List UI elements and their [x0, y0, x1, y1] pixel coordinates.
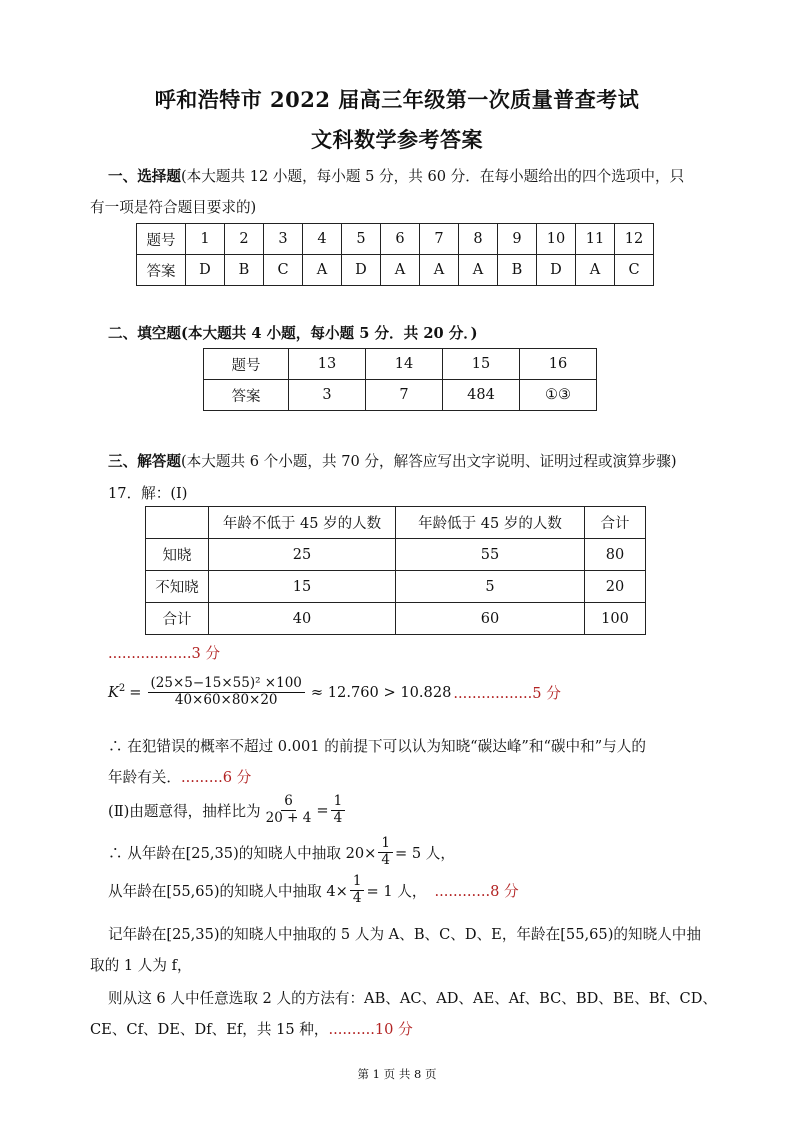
table-cell: 1 — [186, 224, 225, 255]
sample-line-a — [108, 836, 455, 868]
table-cell: 7 — [366, 380, 443, 411]
sample-a-fraction — [378, 836, 393, 868]
sample-b-result: = 1 人， — [366, 882, 427, 900]
k2-fraction — [148, 676, 305, 708]
section1-header — [108, 165, 684, 186]
table-row — [146, 507, 646, 539]
table-cell: 5 — [342, 224, 381, 255]
ratio-fraction-1 — [263, 794, 315, 826]
table-cell: 知晓 — [146, 539, 209, 571]
row-label: 答案 — [137, 255, 186, 286]
k2-result: ≈ 12.760 > 10.828 — [310, 683, 452, 701]
ratio-numerator: 1 — [331, 794, 346, 811]
table-cell: 15 — [209, 571, 396, 603]
ratio-equals: = — [316, 801, 329, 819]
table-cell: 8 — [459, 224, 498, 255]
k2-numerator: (25×5−15×55)² ×100 — [148, 676, 305, 693]
row-label: 答案 — [204, 380, 289, 411]
table-cell: 5 — [396, 571, 585, 603]
score-3: ..................3 分 — [108, 645, 221, 662]
table-cell: 12 — [615, 224, 654, 255]
table-cell: 484 — [443, 380, 520, 411]
table-cell: A — [576, 255, 615, 286]
pairs-text: CE、Cf、DE、Df、Ef，共 15 种， — [90, 1021, 329, 1038]
table-cell: 4 — [303, 224, 342, 255]
k2-letter: K — [108, 683, 119, 701]
table-cell: D — [186, 255, 225, 286]
q17-intro: 17．解：(Ⅰ) — [108, 485, 188, 502]
table-cell: 7 — [420, 224, 459, 255]
section2-desc: (本大题共 4 小题，每小题 5 分．共 20 分．) — [180, 325, 478, 342]
table-header-cell: 年龄低于 45 岁的人数 — [396, 507, 585, 539]
table-cell: C — [264, 255, 303, 286]
table-cell: 100 — [585, 603, 646, 635]
fraction-denominator: 4 — [381, 851, 390, 868]
table-row — [146, 603, 646, 635]
section1-desc-cont: 有一项是符合题目要求的) — [90, 199, 257, 216]
table-cell: 3 — [264, 224, 303, 255]
table-row — [137, 224, 654, 255]
ratio-fraction-2 — [331, 794, 346, 826]
k2-equals: = — [129, 683, 142, 701]
table-cell: 3 — [289, 380, 366, 411]
section3-desc: (本大题共 6 个小题，共 70 分，解答应写出文字说明、证明过程或演算步骤) — [180, 453, 677, 470]
table-row — [204, 380, 597, 411]
fraction-numerator: 1 — [378, 836, 393, 853]
conclusion-line: ∴ 在犯错误的概率不超过 0.001 的前提下可以认为知晓“碳达峰”和“碳中和”与人的 — [108, 738, 646, 755]
table-cell: A — [381, 255, 420, 286]
table-cell: 55 — [396, 539, 585, 571]
pairs-line-2 — [90, 1018, 413, 1039]
sample-a-result: = 5 人， — [394, 844, 455, 862]
score-8: ............8 分 — [434, 882, 519, 900]
section2-heading: 二、填空题 — [108, 325, 181, 342]
record-line-1: 记年龄在[25,35)的知晓人中抽取的 5 人为 A、B、C、D、E，年龄在[55,65)的知晓人中抽 — [108, 926, 701, 943]
sub-title: 文科数学参考答案 — [311, 127, 483, 152]
table-header-cell: 年龄不低于 45 岁的人数 — [209, 507, 396, 539]
section3-heading: 三、解答题 — [108, 453, 181, 470]
table-header-cell: 合计 — [585, 507, 646, 539]
sample-line-b — [108, 874, 519, 906]
fraction-numerator: 1 — [350, 874, 365, 891]
table-cell: C — [615, 255, 654, 286]
table-cell: 25 — [209, 539, 396, 571]
table-cell: ①③ — [520, 380, 597, 411]
section3-header — [108, 450, 677, 471]
conclusion-line-2 — [108, 766, 251, 787]
table-cell: 14 — [366, 349, 443, 380]
table-cell: 80 — [585, 539, 646, 571]
table-cell: A — [420, 255, 459, 286]
fraction-denominator: 4 — [352, 889, 362, 906]
table-cell: 不知晓 — [146, 571, 209, 603]
table-row — [146, 571, 646, 603]
table-cell: D — [342, 255, 381, 286]
contingency-table — [145, 506, 646, 635]
table-cell: A — [303, 255, 342, 286]
score-6: .........6 分 — [180, 769, 252, 786]
sample-b-fraction — [350, 874, 365, 906]
table-cell: D — [537, 255, 576, 286]
sample-a-text: ∴ 从年龄在[25,35)的知晓人中抽取 20× — [108, 844, 377, 862]
table-cell: B — [498, 255, 537, 286]
row-label: 题号 — [204, 349, 289, 380]
ratio-numerator: 6 — [281, 794, 296, 811]
page-footer: 第 1 页 共 8 页 — [357, 1067, 437, 1081]
k2-formula — [108, 676, 561, 708]
k2-exponent: 2 — [118, 683, 126, 695]
score-5: .................5 分 — [453, 684, 561, 702]
conclusion-text: 年龄有关． — [108, 769, 181, 786]
ratio-denominator: 20 + 4 — [265, 809, 312, 826]
table-cell: 9 — [498, 224, 537, 255]
table-row — [204, 349, 597, 380]
table-cell: 合计 — [146, 603, 209, 635]
section2-header — [108, 322, 478, 343]
table-cell: A — [459, 255, 498, 286]
score-10: ..........10 分 — [328, 1021, 413, 1038]
pairs-line-1: 则从这 6 人中任意选取 2 人的方法有：AB、AC、AD、AE、Af、BC、BD、BE、Bf、CD、 — [108, 990, 718, 1007]
table-cell: 60 — [396, 603, 585, 635]
table-row — [137, 255, 654, 286]
part2-text: (Ⅱ)由题意得，抽样比为 — [108, 802, 261, 820]
k2-symbol — [108, 683, 125, 701]
row-label: 题号 — [137, 224, 186, 255]
table-cell: 16 — [520, 349, 597, 380]
section1-heading: 一、选择题 — [108, 168, 181, 185]
table-cell: 2 — [225, 224, 264, 255]
choice-answer-table — [136, 223, 654, 286]
table-cell: B — [225, 255, 264, 286]
table-cell: 13 — [289, 349, 366, 380]
table-cell: 40 — [209, 603, 396, 635]
table-row — [146, 539, 646, 571]
section1-desc: (本大题共 12 小题，每小题 5 分，共 60 分．在每小题给出的四个选项中，只 — [180, 168, 685, 185]
k2-denominator: 40×60×80×20 — [174, 691, 278, 708]
table-cell: 6 — [381, 224, 420, 255]
sample-b-text: 从年龄在[55,65)的知晓人中抽取 4× — [108, 882, 348, 900]
ratio-denominator: 4 — [333, 809, 343, 826]
fill-answer-table — [203, 348, 597, 411]
table-cell: 20 — [585, 571, 646, 603]
table-cell: 15 — [443, 349, 520, 380]
record-line-2: 取的 1 人为 f， — [90, 957, 192, 974]
main-title: 呼和浩特市 2022 届高三年级第一次质量普查考试 — [154, 87, 640, 112]
sampling-ratio-line — [108, 794, 347, 826]
table-cell: 11 — [576, 224, 615, 255]
table-cell: 10 — [537, 224, 576, 255]
table-cell — [146, 507, 209, 539]
